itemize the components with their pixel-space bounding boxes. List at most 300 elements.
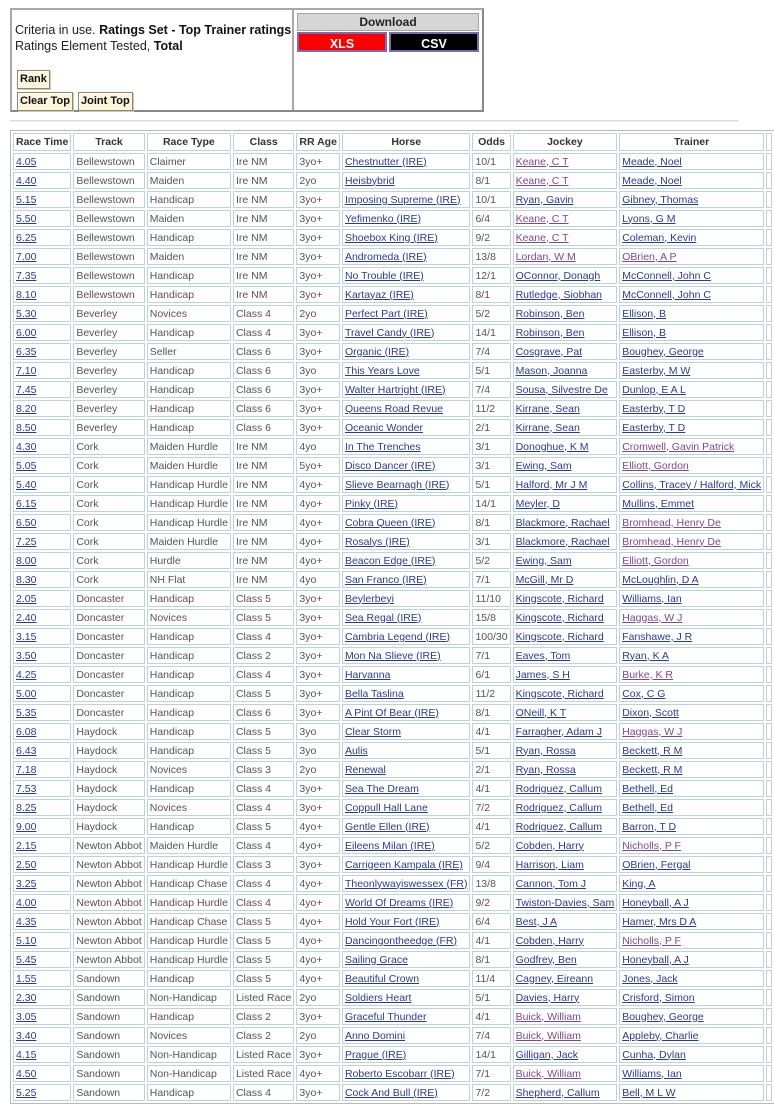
table-row <box>13 571 772 588</box>
trainer-link[interactable]: Bethell, Ed <box>622 801 674 814</box>
jockey-link[interactable]: Mason, Joanna <box>515 364 588 377</box>
jockey-link[interactable]: Robinson, Ben <box>515 307 585 320</box>
horse-link[interactable]: Clear Storm <box>344 725 401 738</box>
trainer-link[interactable]: Jones, Jack <box>622 972 678 985</box>
horse-link[interactable]: Oceanic Wonder <box>344 421 423 434</box>
race-type-cell: Handicap <box>147 666 231 683</box>
trainer-link[interactable]: Mullins, Emmet <box>622 497 694 510</box>
horse-link[interactable]: Eileens Milan (IRE) <box>344 839 435 852</box>
horse-link[interactable]: Cambria Legend (IRE) <box>344 630 450 643</box>
trainer-link[interactable]: Gibney, Thomas <box>622 193 699 206</box>
jockey-link[interactable]: Ryan, Rossa <box>515 763 576 776</box>
horse-link[interactable]: Harvanna <box>344 668 391 681</box>
jockey-link[interactable]: Keane, C T <box>515 231 569 244</box>
horse-link[interactable]: Chestnutter (IRE) <box>344 155 427 168</box>
rr-age-cell: 3yo+ <box>296 666 340 683</box>
trainer-link[interactable]: McLoughlin, D A <box>622 573 699 586</box>
download-xls-button[interactable]: XLS <box>297 32 387 52</box>
horse-link[interactable]: Soldiers Heart <box>344 991 412 1004</box>
overflow-cell <box>766 495 772 512</box>
odds-cell: 5/1 <box>472 476 510 493</box>
jockey-link[interactable]: Ewing, Sam <box>515 554 572 567</box>
horse-link[interactable]: Slieve Bearnagh (IRE) <box>344 478 450 491</box>
race-time-cell <box>13 913 71 930</box>
trainer-link[interactable]: Beckett, R M <box>622 763 683 776</box>
horse-link[interactable]: Beacon Edge (IRE) <box>344 554 436 567</box>
jockey-cell <box>513 229 618 246</box>
table-row <box>13 419 772 436</box>
trainer-link[interactable]: Bethell, Ed <box>622 782 674 795</box>
race-time-link[interactable]: 7.00 <box>16 250 37 263</box>
odds-cell: 10/1 <box>472 191 510 208</box>
horse-link[interactable]: Hold Your Fort (IRE) <box>344 915 440 928</box>
track-cell: Beverley <box>73 343 144 360</box>
horse-link[interactable]: Sea Regal (IRE) <box>344 611 422 624</box>
jockey-link[interactable]: Donoghue, K M <box>515 440 589 453</box>
odds-cell: 2/1 <box>472 761 510 778</box>
jockey-cell <box>513 666 618 683</box>
race-type-cell: Handicap <box>147 780 231 797</box>
jockey-link[interactable]: Blackmore, Rachael <box>515 516 610 529</box>
criteria-ratings-set <box>15 22 292 38</box>
horse-link[interactable]: Kartayaz (IRE) <box>344 288 414 301</box>
horse-link[interactable]: Pinky (IRE) <box>344 497 399 510</box>
race-time-link[interactable]: 7.53 <box>16 782 37 795</box>
trainer-link[interactable]: Williams, Ian <box>622 592 682 605</box>
horse-link[interactable]: Gentle Ellen (IRE) <box>344 820 430 833</box>
race-time-link[interactable]: 6.15 <box>16 497 37 510</box>
race-time-link[interactable]: 8.10 <box>16 288 37 301</box>
class-cell: Listed Race <box>233 1065 294 1082</box>
horse-link[interactable]: Sailing Grace <box>344 953 408 966</box>
jockey-link[interactable]: Davies, Harry <box>515 991 580 1004</box>
horse-link[interactable]: Mon Na Slieve (IRE) <box>344 649 441 662</box>
jockey-link[interactable]: Ryan, Rossa <box>515 744 576 757</box>
jockey-link[interactable]: Rodriguez, Callum <box>515 801 602 814</box>
table-row <box>13 191 772 208</box>
race-time-link[interactable]: 6.00 <box>16 326 37 339</box>
race-type-cell: Handicap <box>147 362 231 379</box>
track-cell: Haydock <box>73 761 144 778</box>
race-time-link[interactable]: 3.40 <box>16 1029 37 1042</box>
trainer-link[interactable]: Williams, Ian <box>622 1067 682 1080</box>
track-cell: Sandown <box>73 1008 144 1025</box>
col-odds: Odds <box>472 133 510 151</box>
horse-link[interactable]: Yefimenko (IRE) <box>344 212 421 225</box>
race-time-cell <box>13 153 71 170</box>
horse-link[interactable]: Beylerbeyi <box>344 592 394 605</box>
race-time-link[interactable]: 2.30 <box>16 991 37 1004</box>
horse-link[interactable]: Coppull Hall Lane <box>344 801 428 814</box>
race-time-link[interactable]: 5.35 <box>16 706 37 719</box>
overflow-cell <box>766 685 772 702</box>
race-time-cell <box>13 419 71 436</box>
race-time-link[interactable]: 1.55 <box>16 972 37 985</box>
trainer-link[interactable]: Easterby, T D <box>622 421 686 434</box>
trainer-link[interactable]: Barron, T D <box>622 820 677 833</box>
jockey-link[interactable]: Robinson, Ben <box>515 326 585 339</box>
horse-link[interactable]: Andromeda (IRE) <box>344 250 427 263</box>
track-cell: Cork <box>73 457 144 474</box>
horse-cell <box>342 780 471 797</box>
race-time-link[interactable]: 4.25 <box>16 668 37 681</box>
race-time-link[interactable]: 5.50 <box>16 212 37 225</box>
horse-cell <box>342 837 471 854</box>
race-time-link[interactable]: 8.00 <box>16 554 37 567</box>
horse-link[interactable]: Rosalys (IRE) <box>344 535 410 548</box>
trainer-cell <box>619 951 764 968</box>
trainer-link[interactable]: Meade, Noel <box>622 174 682 187</box>
horse-link[interactable]: Renewal <box>344 763 386 776</box>
overflow-cell <box>766 970 772 987</box>
race-time-link[interactable]: 7.18 <box>16 763 37 776</box>
trainer-link[interactable]: McConnell, John C <box>622 288 711 301</box>
rr-age-cell: 3yo+ <box>296 628 340 645</box>
trainer-link[interactable]: Nicholls, P F <box>622 934 681 947</box>
overflow-cell <box>766 552 772 569</box>
horse-link[interactable]: Heisbybrid <box>344 174 395 187</box>
jockey-link[interactable]: Shepherd, Callum <box>515 1086 600 1099</box>
trainer-link[interactable]: Hamer, Mrs D A <box>622 915 697 928</box>
race-type-cell: Non-Handicap <box>147 1046 231 1063</box>
race-time-link[interactable]: 9.00 <box>16 820 37 833</box>
odds-cell: 4/1 <box>472 723 510 740</box>
race-type-cell: Handicap <box>147 723 231 740</box>
trainer-link[interactable]: Nicholls, P F <box>622 839 681 852</box>
trainer-link[interactable]: Burke, K R <box>622 668 673 681</box>
trainer-link[interactable]: Ellison, B <box>622 307 666 320</box>
race-time-link[interactable]: 6.43 <box>16 744 37 757</box>
race-time-link[interactable]: 3.50 <box>16 649 37 662</box>
jockey-cell <box>513 267 618 284</box>
jockey-link[interactable]: Kingscote, Richard <box>515 687 604 700</box>
jockey-link[interactable]: Keane, C T <box>515 174 569 187</box>
trainer-cell <box>619 685 764 702</box>
horse-link[interactable]: Carrigeen Kampala (IRE) <box>344 858 463 871</box>
horse-link[interactable]: Graceful Thunder <box>344 1010 427 1023</box>
trainer-link[interactable]: Honeyball, A J <box>622 896 689 909</box>
trainer-cell <box>619 799 764 816</box>
trainer-cell <box>619 229 764 246</box>
race-time-link[interactable]: 4.00 <box>16 896 37 909</box>
horse-link[interactable]: This Years Love <box>344 364 420 377</box>
jockey-link[interactable]: Rodriguez, Callum <box>515 782 602 795</box>
race-time-cell <box>13 267 71 284</box>
rank-button[interactable]: Rank <box>17 70 50 89</box>
jockey-link[interactable]: Kirrane, Sean <box>515 402 580 415</box>
trainer-link[interactable]: Bromhead, Henry De <box>622 516 721 529</box>
trainer-cell <box>619 647 764 664</box>
jockey-link[interactable]: Buick, William <box>515 1067 581 1080</box>
race-time-link[interactable]: 6.50 <box>16 516 37 529</box>
trainer-link[interactable]: Haggas, W J <box>622 611 683 624</box>
joint-top-button[interactable]: Joint Top <box>78 92 133 111</box>
rr-age-cell: 3yo+ <box>296 191 340 208</box>
jockey-link[interactable]: Cosgrave, Pat <box>515 345 583 358</box>
race-time-link[interactable]: 5.25 <box>16 1086 37 1099</box>
trainer-link[interactable]: OBrien, A P <box>622 250 677 263</box>
trainer-link[interactable]: Crisford, Simon <box>622 991 695 1004</box>
jockey-link[interactable]: Godfrey, Ben <box>515 953 577 966</box>
jockey-link[interactable]: Eaves, Tom <box>515 649 571 662</box>
trainer-link[interactable]: Ryan, K A <box>622 649 669 662</box>
race-time-link[interactable]: 2.40 <box>16 611 37 624</box>
trainer-link[interactable]: Honeyball, A J <box>622 953 689 966</box>
race-time-link[interactable]: 6.08 <box>16 725 37 738</box>
trainer-link[interactable]: Easterby, M W <box>622 364 691 377</box>
jockey-link[interactable]: Lordan, W M <box>515 250 576 263</box>
horse-link[interactable]: Travel Candy (IRE) <box>344 326 435 339</box>
trainer-link[interactable]: Collins, Tracey / Halford, Mick <box>622 478 762 491</box>
jockey-link[interactable]: Buick, William <box>515 1010 581 1023</box>
race-time-link[interactable]: 5.00 <box>16 687 37 700</box>
jockey-link[interactable]: McGill, Mr D <box>515 573 574 586</box>
trainer-link[interactable]: Easterby, T D <box>622 402 686 415</box>
class-cell: Class 4 <box>233 799 294 816</box>
race-time-link[interactable]: 3.25 <box>16 877 37 890</box>
overflow-cell <box>766 514 772 531</box>
horse-link[interactable]: Cock And Bull (IRE) <box>344 1086 438 1099</box>
jockey-link[interactable]: Kingscote, Richard <box>515 592 604 605</box>
jockey-link[interactable]: Sousa, Silvestre De <box>515 383 608 396</box>
trainer-cell <box>619 837 764 854</box>
jockey-link[interactable]: Buick, William <box>515 1029 581 1042</box>
race-type-cell: Handicap Hurdle <box>147 856 231 873</box>
jockey-link[interactable]: Rodriguez, Callum <box>515 820 602 833</box>
race-time-link[interactable]: 6.25 <box>16 231 37 244</box>
race-type-cell: Handicap <box>147 818 231 835</box>
horse-cell <box>342 856 471 873</box>
horse-link[interactable]: Queens Road Revue <box>344 402 444 415</box>
race-time-link[interactable]: 4.35 <box>16 915 37 928</box>
horse-link[interactable]: A Pint Of Bear (IRE) <box>344 706 439 719</box>
criteria-label: Criteria in use. <box>15 23 96 37</box>
track-cell: Bellewstown <box>73 191 144 208</box>
race-time-link[interactable]: 8.50 <box>16 421 37 434</box>
jockey-link[interactable]: OConnor, Donagh <box>515 269 601 282</box>
horse-link[interactable]: Prague (IRE) <box>344 1048 407 1061</box>
table-row <box>13 913 772 930</box>
table-row <box>13 628 772 645</box>
jockey-link[interactable]: Best, J A <box>515 915 558 928</box>
trainer-link[interactable]: Cox, C G <box>622 687 666 700</box>
horse-link[interactable]: In The Trenches <box>344 440 421 453</box>
trainer-link[interactable]: Elliott, Gordon <box>622 459 689 472</box>
race-time-link[interactable]: 4.15 <box>16 1048 37 1061</box>
jockey-link[interactable]: Harrison, Liam <box>515 858 584 871</box>
overflow-cell <box>766 1027 772 1044</box>
horse-link[interactable]: Imposing Supreme (IRE) <box>344 193 461 206</box>
race-time-cell <box>13 476 71 493</box>
trainer-link[interactable]: Elliott, Gordon <box>622 554 689 567</box>
race-time-link[interactable]: 4.40 <box>16 174 37 187</box>
jockey-link[interactable]: Kingscote, Richard <box>515 611 604 624</box>
trainer-link[interactable]: Boughey, George <box>622 345 704 358</box>
odds-cell: 5/1 <box>472 362 510 379</box>
overflow-cell <box>766 476 772 493</box>
race-time-link[interactable]: 4.05 <box>16 155 37 168</box>
horse-link[interactable]: Shoebox King (IRE) <box>344 231 438 244</box>
race-time-cell <box>13 894 71 911</box>
class-cell: Class 6 <box>233 400 294 417</box>
horse-link[interactable]: World Of Dreams (IRE) <box>344 896 454 909</box>
rr-age-cell: 3yo+ <box>296 780 340 797</box>
jockey-link[interactable]: Rutledge, Siobhan <box>515 288 602 301</box>
horse-link[interactable]: Beautiful Crown <box>344 972 420 985</box>
trainer-link[interactable]: Lyons, G M <box>622 212 676 225</box>
odds-cell: 3/1 <box>472 457 510 474</box>
race-time-link[interactable]: 3.05 <box>16 1010 37 1023</box>
race-type-cell: Non-Handicap <box>147 989 231 1006</box>
horse-link[interactable]: Aulis <box>344 744 368 757</box>
race-time-cell <box>13 761 71 778</box>
trainer-link[interactable]: Cromwell, Gavin Patrick <box>622 440 735 453</box>
trainer-link[interactable]: Ellison, B <box>622 326 666 339</box>
jockey-link[interactable]: Kirrane, Sean <box>515 421 580 434</box>
race-time-link[interactable]: 8.20 <box>16 402 37 415</box>
horse-link[interactable]: Dancingontheedge (FR) <box>344 934 458 947</box>
jockey-link[interactable]: Twiston-Davies, Sam <box>515 896 615 909</box>
trainer-link[interactable]: Bromhead, Henry De <box>622 535 721 548</box>
jockey-cell <box>513 970 618 987</box>
odds-cell: 10/1 <box>472 153 510 170</box>
rr-age-cell: 4yo <box>296 571 340 588</box>
trainer-link[interactable]: Fanshawe, J R <box>622 630 693 643</box>
race-time-link[interactable]: 8.25 <box>16 801 37 814</box>
trainer-link[interactable]: Cunha, Dylan <box>622 1048 686 1061</box>
jockey-link[interactable]: Ewing, Sam <box>515 459 572 472</box>
race-time-link[interactable]: 2.15 <box>16 839 37 852</box>
overflow-cell <box>766 780 772 797</box>
horse-link[interactable]: Organic (IRE) <box>344 345 410 358</box>
jockey-link[interactable]: Cobden, Harry <box>515 839 584 852</box>
race-time-link[interactable]: 5.45 <box>16 953 37 966</box>
jockey-link[interactable]: Keane, C T <box>515 155 569 168</box>
horse-cell <box>342 761 471 778</box>
class-cell: Class 5 <box>233 742 294 759</box>
horse-link[interactable]: Perfect Part (IRE) <box>344 307 428 320</box>
table-row <box>13 267 772 284</box>
jockey-link[interactable]: Gilligan, Jack <box>515 1048 579 1061</box>
track-cell: Cork <box>73 476 144 493</box>
col-class: Class <box>233 133 294 151</box>
class-cell: Class 2 <box>233 1027 294 1044</box>
horse-link[interactable]: San Franco (IRE) <box>344 573 427 586</box>
jockey-link[interactable]: Meyler, D <box>515 497 560 510</box>
race-time-cell <box>13 590 71 607</box>
jockey-cell <box>513 324 618 341</box>
horse-link[interactable]: Theonlywayiswessex (FR) <box>344 877 468 890</box>
race-time-link[interactable]: 4.50 <box>16 1067 37 1080</box>
race-time-link[interactable]: 7.35 <box>16 269 37 282</box>
jockey-link[interactable]: Cobden, Harry <box>515 934 584 947</box>
odds-cell: 6/4 <box>472 210 510 227</box>
jockey-link[interactable]: Cagney, Eireann <box>515 972 594 985</box>
horse-cell <box>342 1027 471 1044</box>
race-type-cell: Hurdle <box>147 552 231 569</box>
horse-cell <box>342 913 471 930</box>
race-time-link[interactable]: 5.10 <box>16 934 37 947</box>
criteria-value: Ratings Set - Top Trainer ratings <box>99 23 292 37</box>
race-time-link[interactable]: 4.30 <box>16 440 37 453</box>
horse-cell <box>342 723 471 740</box>
race-type-cell: Handicap <box>147 419 231 436</box>
race-time-cell <box>13 210 71 227</box>
track-cell: Bellewstown <box>73 286 144 303</box>
horse-link[interactable]: Roberto Escobarr (IRE) <box>344 1067 455 1080</box>
horse-link[interactable]: Cobra Queen (IRE) <box>344 516 436 529</box>
trainer-cell <box>619 932 764 949</box>
race-time-link[interactable]: 2.05 <box>16 592 37 605</box>
horse-link[interactable]: Anno Domini <box>344 1029 406 1042</box>
jockey-link[interactable]: Farragher, Adam J <box>515 725 602 738</box>
horse-link[interactable]: Sea The Dream <box>344 782 419 795</box>
jockey-link[interactable]: ONeill, K T <box>515 706 567 719</box>
odds-cell: 13/8 <box>472 248 510 265</box>
horse-cell <box>342 438 471 455</box>
download-csv-button[interactable]: CSV <box>389 32 479 52</box>
race-time-cell <box>13 780 71 797</box>
trainer-link[interactable]: Bell, M L W <box>622 1086 676 1099</box>
horse-link[interactable]: Bella Taslina <box>344 687 404 700</box>
track-cell: Beverley <box>73 362 144 379</box>
race-time-link[interactable]: 6.35 <box>16 345 37 358</box>
race-time-link[interactable]: 7.10 <box>16 364 37 377</box>
trainer-cell <box>619 552 764 569</box>
race-time-link[interactable]: 5.05 <box>16 459 37 472</box>
trainer-link[interactable]: King, A <box>622 877 656 890</box>
race-time-link[interactable]: 8.30 <box>16 573 37 586</box>
class-cell: Class 2 <box>233 1008 294 1025</box>
jockey-link[interactable]: Keane, C T <box>515 212 569 225</box>
race-time-link[interactable]: 7.25 <box>16 535 37 548</box>
jockey-link[interactable]: Ryan, Gavin <box>515 193 574 206</box>
trainer-link[interactable]: Coleman, Kevin <box>622 231 697 244</box>
race-time-link[interactable]: 2.50 <box>16 858 37 871</box>
table-row <box>13 932 772 949</box>
jockey-link[interactable]: Kingscote, Richard <box>515 630 604 643</box>
horse-link[interactable]: Disco Dancer (IRE) <box>344 459 436 472</box>
horse-link[interactable]: No Trouble (IRE) <box>344 269 424 282</box>
race-time-link[interactable]: 5.40 <box>16 478 37 491</box>
trainer-link[interactable]: Beckett, R M <box>622 744 683 757</box>
trainer-link[interactable]: McConnell, John C <box>622 269 711 282</box>
race-time-link[interactable]: 5.30 <box>16 307 37 320</box>
jockey-cell <box>513 704 618 721</box>
trainer-link[interactable]: Boughey, George <box>622 1010 704 1023</box>
trainer-link[interactable]: Dixon, Scott <box>622 706 679 719</box>
race-time-link[interactable]: 5.15 <box>16 193 37 206</box>
rr-age-cell: 3yo+ <box>296 856 340 873</box>
trainer-link[interactable]: Meade, Noel <box>622 155 682 168</box>
jockey-link[interactable]: Blackmore, Rachael <box>515 535 610 548</box>
jockey-link[interactable]: James, S H <box>515 668 570 681</box>
trainer-link[interactable]: Dunlop, E A L <box>622 383 686 396</box>
trainer-link[interactable]: OBrien, Fergal <box>622 858 691 871</box>
jockey-link[interactable]: Cannon, Tom J <box>515 877 587 890</box>
trainer-link[interactable]: Haggas, W J <box>622 725 683 738</box>
horse-cell <box>342 305 471 322</box>
horse-link[interactable]: Walter Hartright (IRE) <box>344 383 446 396</box>
race-time-link[interactable]: 7.45 <box>16 383 37 396</box>
trainer-cell <box>619 286 764 303</box>
clear-top-button[interactable]: Clear Top <box>17 92 73 111</box>
race-time-link[interactable]: 3.15 <box>16 630 37 643</box>
jockey-link[interactable]: Halford, Mr J M <box>515 478 588 491</box>
trainer-link[interactable]: Appleby, Charlie <box>622 1029 699 1042</box>
track-cell: Newton Abbot <box>73 856 144 873</box>
overflow-cell <box>766 533 772 550</box>
